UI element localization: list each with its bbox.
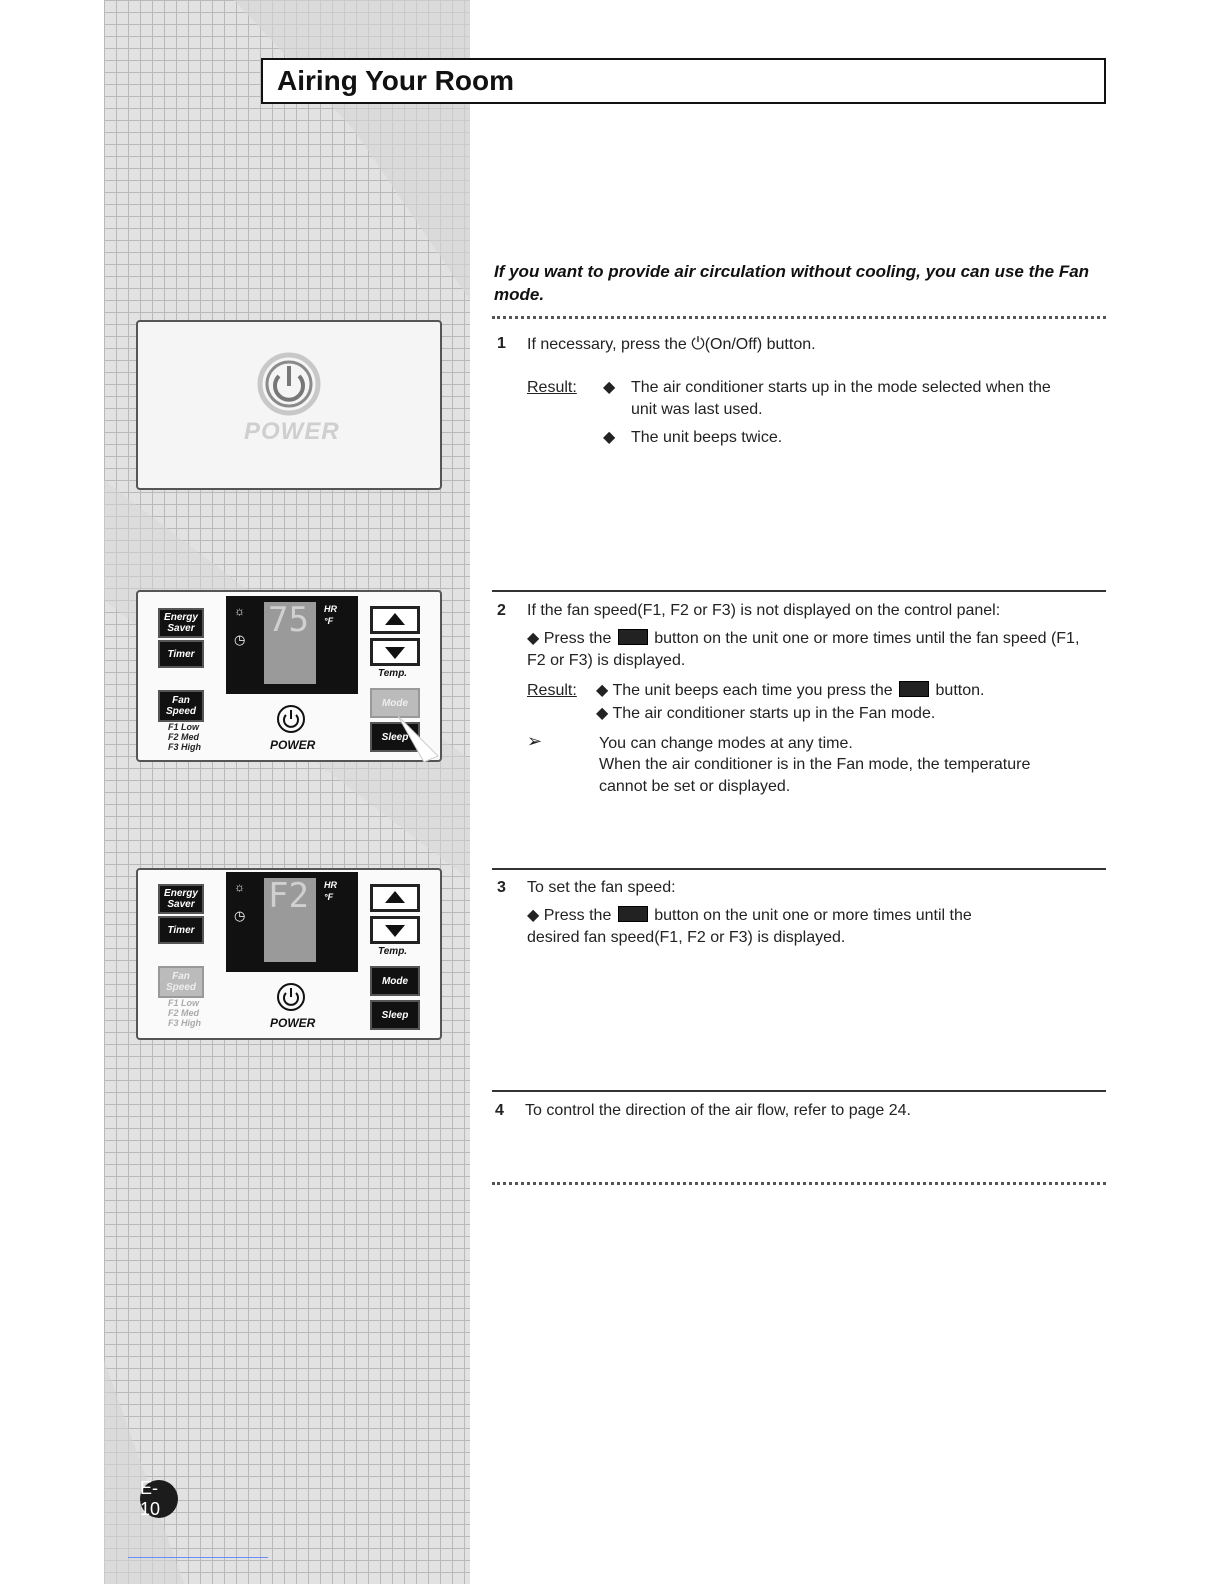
divider-4 (492, 1090, 1106, 1092)
step3-press-after: button on the unit one or more times until the desired fan speed(F1, F2 or F3) is displayed. (527, 907, 972, 946)
clock-icon: ◷ (234, 908, 246, 923)
timer-button[interactable]: Timer (158, 640, 204, 668)
fan-speed-button[interactable]: Fan Speed (158, 966, 204, 998)
power-icon (257, 352, 321, 416)
title-box (261, 58, 1106, 104)
step1-result-label: Result: (527, 379, 577, 396)
speed-f2: F2 Med (168, 1008, 200, 1018)
speed-f1: F1 Low (168, 722, 199, 732)
step2-press-after: button on the unit one or more times until the fan speed (F1, F2 or F3) is displayed. (527, 630, 1080, 669)
power-symbol-icon: ⏻ (691, 334, 705, 353)
hr-label: HR (324, 880, 337, 890)
clock-icon: ◷ (234, 632, 246, 647)
power-label: POWER (244, 418, 340, 445)
mode-button[interactable]: Mode (370, 688, 420, 718)
temp-label: Temp. (378, 946, 408, 957)
up-arrow-icon (373, 609, 417, 631)
fan-speed-button[interactable]: Fan Speed (158, 690, 204, 722)
footer-line (128, 1557, 268, 1558)
down-arrow-icon (373, 919, 417, 941)
display-value: F2 (268, 876, 309, 916)
step2-press (527, 628, 1087, 672)
step1-text (527, 333, 816, 356)
down-arrow-icon (373, 641, 417, 663)
divider-3 (492, 868, 1106, 870)
lcd-display (226, 596, 358, 694)
page-number-badge: E-10 (140, 1480, 178, 1518)
step4-number: 4 (495, 1102, 504, 1119)
step3-number: 3 (497, 879, 506, 896)
energy-saver-button[interactable]: Energy Saver (158, 884, 204, 914)
sleep-button[interactable]: Sleep (370, 1000, 420, 1030)
step2-press-before: ◆ Press the (527, 630, 612, 647)
mode-button-icon (618, 629, 648, 645)
sleep-button[interactable]: Sleep (370, 722, 420, 752)
display-value: 75 (268, 600, 309, 640)
step2-result-label: Result: (527, 682, 577, 699)
step2-number: 2 (497, 602, 506, 619)
step4-text: To control the direction of the air flow, refer to page 24. (525, 1102, 911, 1119)
step2-note-2: When the air conditioner is in the Fan mode, the temperature cannot be set or displayed. (599, 756, 1031, 795)
power-panel (136, 320, 442, 490)
step1-bullet-1: The air conditioner starts up in the mode selected when the unit was last used. (631, 379, 1051, 418)
step2-result-2: ◆ The air conditioner starts up in the Fan mode. (596, 705, 936, 722)
note-arrow-icon: ➢ (527, 731, 543, 751)
speed-f3: F3 High (168, 1018, 201, 1028)
deg-label: °F (324, 616, 334, 626)
hr-label: HR (324, 604, 337, 614)
step1-number: 1 (497, 335, 506, 352)
step3-press-before: ◆ Press the (527, 907, 612, 924)
control-panel-2 (136, 868, 442, 1040)
step1-bullet-2: The unit beeps twice. (631, 429, 783, 446)
step3-text: To set the fan speed: (527, 879, 676, 896)
timer-button[interactable]: Timer (158, 916, 204, 944)
intro-text: If you want to provide air circulation without cooling, you can use the Fan mode. (494, 262, 1090, 304)
power-button-icon[interactable] (276, 704, 306, 734)
step1-bullet-2-marker: ◆ (603, 429, 616, 446)
page-title: Airing Your Room (277, 65, 514, 96)
power-text: POWER (270, 1016, 316, 1030)
divider-bottom (492, 1182, 1106, 1185)
step1-bullet-1-marker: ◆ (603, 379, 616, 396)
mode-button[interactable]: Mode (370, 966, 420, 996)
diagonal-hatching (104, 0, 470, 1584)
power-button-icon[interactable] (276, 982, 306, 1012)
deg-label: °F (324, 892, 334, 902)
step2-note-1: You can change modes at any time. (599, 735, 853, 752)
temp-down-button[interactable] (370, 638, 420, 666)
fan-speed-button-icon (618, 906, 648, 922)
temp-up-button[interactable] (370, 606, 420, 634)
step2-text: If the fan speed(F1, F2 or F3) is not displayed on the control panel: (527, 602, 1001, 619)
pointer-arrow (394, 712, 444, 772)
speed-f2: F2 Med (168, 732, 200, 742)
energy-saver-button[interactable]: Energy Saver (158, 608, 204, 638)
power-text: POWER (270, 738, 316, 752)
control-panel-1 (136, 590, 442, 762)
step1-text-after: (On/Off) button. (704, 336, 816, 353)
temp-up-button[interactable] (370, 884, 420, 912)
lcd-display (226, 872, 358, 972)
step2-result-1 (596, 680, 1096, 702)
step1-text-before: If necessary, press the (527, 336, 687, 353)
step2-result1-after: button. (935, 682, 985, 699)
sun-icon: ☼ (234, 604, 245, 618)
mode-button-icon (899, 681, 929, 697)
sun-icon: ☼ (234, 880, 245, 894)
temp-down-button[interactable] (370, 916, 420, 944)
speed-f3: F3 High (168, 742, 201, 752)
step3-press (527, 905, 1027, 949)
speed-f1: F1 Low (168, 998, 199, 1008)
divider-2 (492, 590, 1106, 592)
up-arrow-icon (373, 887, 417, 909)
temp-label: Temp. (378, 668, 408, 679)
divider-top (492, 316, 1106, 319)
step2-result1-before: ◆ The unit beeps each time you press the (596, 682, 893, 699)
